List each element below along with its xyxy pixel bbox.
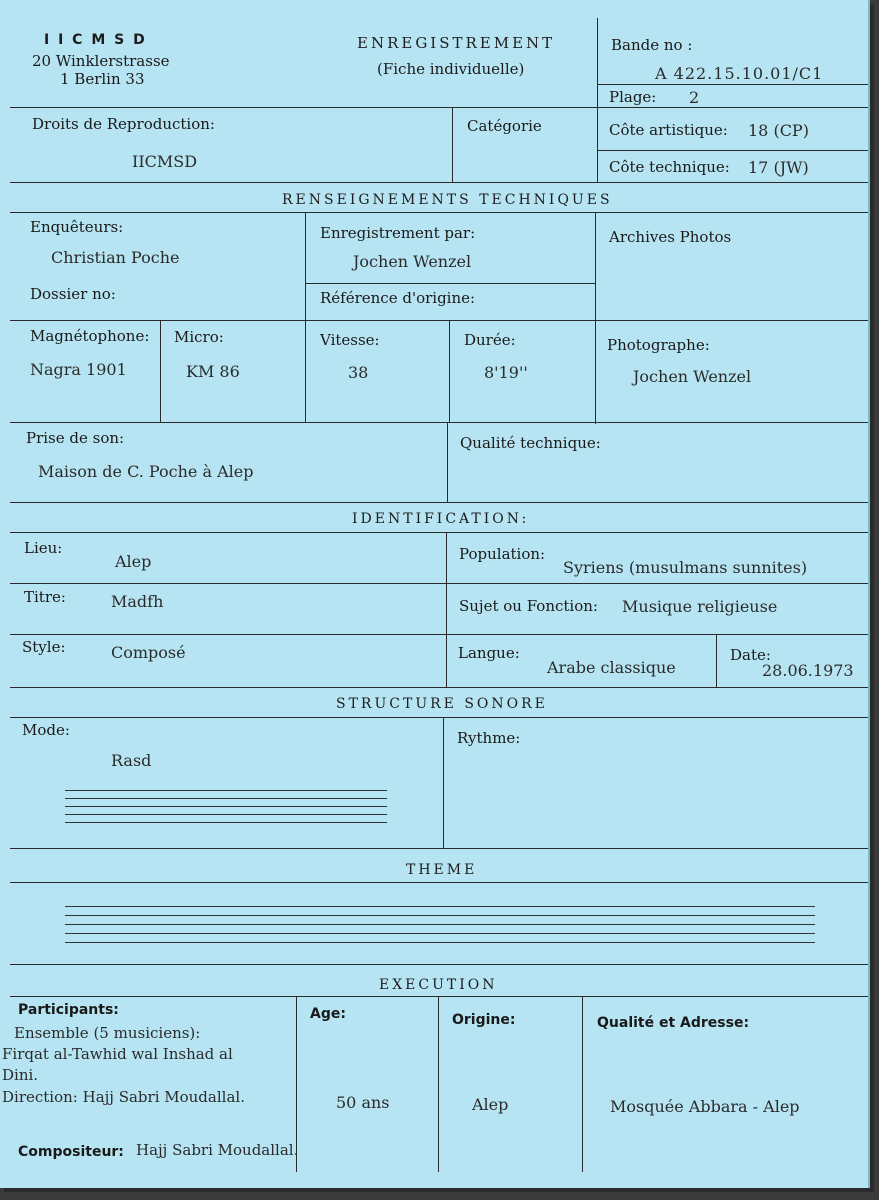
bande-value: A 422.15.10.01/C1 xyxy=(655,64,824,83)
prise-label: Prise de son: xyxy=(26,429,125,447)
section-heading: STRUCTURE SONORE xyxy=(336,696,548,712)
reference-label: Référence d'origine: xyxy=(320,289,476,307)
section-heading: RENSEIGNEMENTS TECHNIQUES xyxy=(282,192,613,208)
population-value: Syriens (musulmans sunnites) xyxy=(563,558,808,577)
address-line: 20 Winklerstrasse xyxy=(32,52,170,70)
lieu-value: Alep xyxy=(115,552,152,571)
plage-value: 2 xyxy=(689,88,700,107)
staff-line xyxy=(65,942,815,943)
staff-line xyxy=(65,790,387,791)
cote-artistique-value: 18 (CP) xyxy=(748,121,809,140)
divider xyxy=(10,422,868,423)
divider xyxy=(597,150,868,151)
staff-line xyxy=(65,806,387,807)
divider xyxy=(595,212,596,424)
divider xyxy=(443,717,444,848)
divider xyxy=(305,320,306,422)
qualite-adresse-value: Mosquée Abbara - Alep xyxy=(610,1097,800,1116)
duree-value: 8'19'' xyxy=(484,363,528,382)
divider xyxy=(10,212,868,213)
divider xyxy=(438,996,439,1172)
enregistrement-par-value: Jochen Wenzel xyxy=(353,252,472,271)
compositeur-value: Hajj Sabri Moudallal. xyxy=(136,1141,299,1159)
photographe-value: Jochen Wenzel xyxy=(633,367,752,386)
divider xyxy=(582,996,583,1172)
divider xyxy=(716,634,717,687)
origine-label: Origine: xyxy=(452,1012,516,1028)
vitesse-value: 38 xyxy=(348,363,369,382)
divider xyxy=(10,532,868,533)
date-value: 28.06.1973 xyxy=(762,661,854,680)
divider xyxy=(10,964,868,965)
divider xyxy=(10,583,868,584)
magnetophone-label: Magnétophone: xyxy=(30,327,150,345)
staff-line xyxy=(65,822,387,823)
langue-label: Langue: xyxy=(458,644,520,662)
titre-label: Titre: xyxy=(24,588,66,606)
qualite-adresse-label: Qualité et Adresse: xyxy=(597,1015,750,1031)
direction-line: Direction: Hajj Sabri Moudallal. xyxy=(2,1088,245,1106)
sujet-value: Musique religieuse xyxy=(622,597,778,616)
photographe-label: Photographe: xyxy=(607,336,710,354)
micro-label: Micro: xyxy=(174,328,224,346)
page-subtitle: (Fiche individuelle) xyxy=(377,60,525,78)
divider xyxy=(10,107,868,108)
section-heading: EXECUTION xyxy=(379,977,498,993)
divider xyxy=(10,687,868,688)
staff-line xyxy=(65,798,387,799)
compositeur-label: Compositeur: xyxy=(18,1144,124,1160)
qualite-technique-label: Qualité technique: xyxy=(460,434,601,452)
divider xyxy=(160,320,161,422)
date-label: Date: xyxy=(730,646,771,664)
bande-label: Bande no : xyxy=(611,36,693,54)
divider xyxy=(10,996,868,997)
duree-label: Durée: xyxy=(464,331,516,349)
section-heading: IDENTIFICATION: xyxy=(352,511,530,527)
categorie-label: Catégorie xyxy=(467,117,542,135)
vitesse-label: Vitesse: xyxy=(320,331,380,349)
mode-value: Rasd xyxy=(111,751,152,770)
sujet-label: Sujet ou Fonction: xyxy=(459,597,598,615)
address-line: 1 Berlin 33 xyxy=(60,70,145,88)
staff-line xyxy=(65,924,815,925)
magnetophone-value: Nagra 1901 xyxy=(30,360,127,379)
divider xyxy=(305,283,595,284)
staff-line xyxy=(65,814,387,815)
lieu-label: Lieu: xyxy=(24,539,63,557)
participants-line: Ensemble (5 musiciens): xyxy=(14,1024,201,1042)
origine-value: Alep xyxy=(472,1095,509,1114)
page-title: ENREGISTREMENT xyxy=(357,34,556,52)
participants-line: Dini. xyxy=(2,1066,39,1084)
style-label: Style: xyxy=(22,638,66,656)
droits-label: Droits de Reproduction: xyxy=(32,115,215,133)
divider xyxy=(449,320,450,422)
prise-value: Maison de C. Poche à Alep xyxy=(38,462,254,481)
titre-value: Madfh xyxy=(111,592,164,611)
droits-value: IICMSD xyxy=(132,152,198,171)
staff-line xyxy=(65,906,815,907)
archives-label: Archives Photos xyxy=(609,228,732,246)
divider xyxy=(452,107,453,182)
age-value: 50 ans xyxy=(336,1093,390,1112)
divider xyxy=(10,717,868,718)
style-value: Composé xyxy=(111,643,186,662)
mode-label: Mode: xyxy=(22,721,70,739)
staff-line xyxy=(65,915,815,916)
divider xyxy=(10,882,868,883)
population-label: Population: xyxy=(459,545,546,563)
divider xyxy=(10,634,868,635)
org-name: I I C M S D xyxy=(44,32,147,48)
cote-technique-label: Côte technique: xyxy=(609,158,730,176)
divider xyxy=(305,212,306,320)
divider xyxy=(447,422,448,502)
participants-label: Participants: xyxy=(18,1002,119,1018)
dossier-label: Dossier no: xyxy=(30,285,116,303)
enqueteurs-value: Christian Poche xyxy=(51,248,180,267)
staff-line xyxy=(65,933,815,934)
enregistrement-par-label: Enregistrement par: xyxy=(320,224,476,242)
divider xyxy=(597,84,868,85)
rythme-label: Rythme: xyxy=(457,729,521,747)
section-heading: THEME xyxy=(406,862,478,878)
age-label: Age: xyxy=(310,1006,346,1022)
micro-value: KM 86 xyxy=(186,362,240,381)
divider xyxy=(10,320,868,321)
plage-label: Plage: xyxy=(609,88,657,106)
divider xyxy=(10,848,868,849)
participants-line: Firqat al-Tawhid wal Inshad al xyxy=(2,1045,233,1063)
divider xyxy=(446,532,447,687)
divider xyxy=(597,18,598,182)
divider xyxy=(10,502,868,503)
langue-value: Arabe classique xyxy=(547,658,676,677)
enqueteurs-label: Enquêteurs: xyxy=(30,218,124,236)
cote-technique-value: 17 (JW) xyxy=(748,158,809,177)
divider xyxy=(10,182,868,183)
cote-artistique-label: Côte artistique: xyxy=(609,121,728,139)
